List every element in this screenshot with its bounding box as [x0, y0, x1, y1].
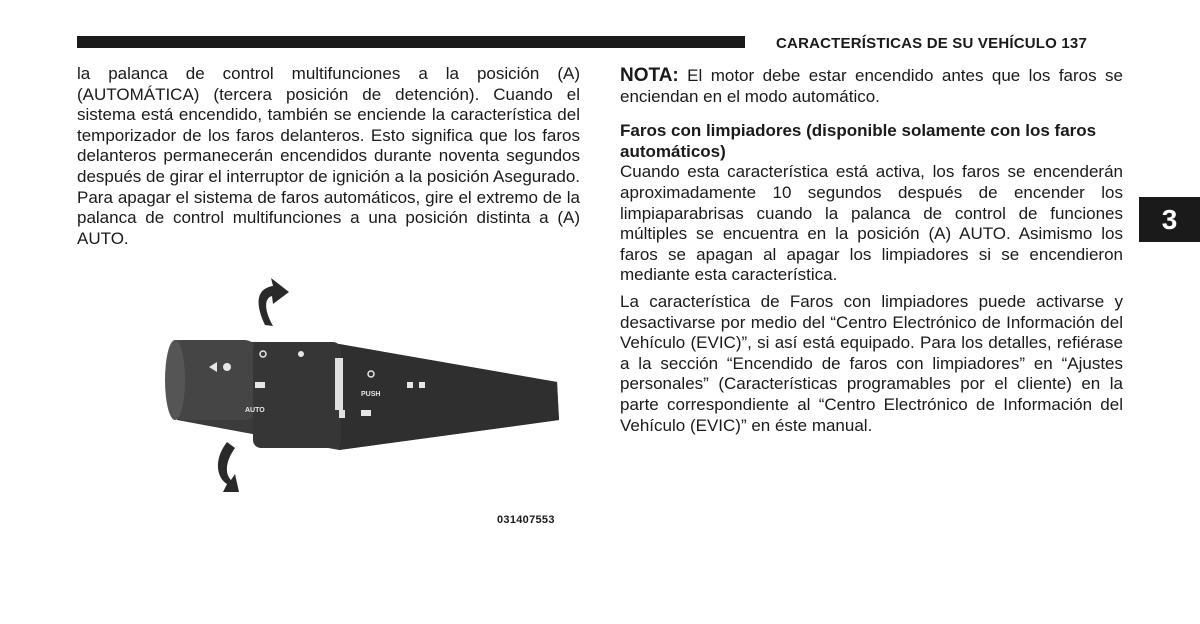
left-column: [77, 64, 580, 249]
lever-illustration: [77, 270, 580, 535]
nota-label: NOTA:: [620, 65, 679, 86]
left-paragraph: la palanca de control multifunciones a la posición (A) (AUTOMÁTICA) (tercera posición de detención). Cuando el sistema está encendido, también se enciende la característica del temporizador de los faros delanteros. Esto significa que los faros delanteros permanecerán encendidos durante noventa segundos después de girar el interruptor de ignición a la posición Asegurado. Para apagar el sistema de faros automáticos, gire el extremo de la palanca de control multifunciones a una posición distinta a (A) AUTO.: [77, 64, 580, 248]
section-subheading: Faros con limpiadores (disponible solamente con los faros automáticos): [620, 121, 1097, 161]
rotate-up-arrow-icon: [259, 278, 289, 326]
page-header-title: CARACTERÍSTICAS DE SU VEHÍCULO 137: [776, 35, 1088, 52]
rotate-down-arrow-icon: [218, 442, 239, 492]
right-column: [620, 66, 1123, 436]
figure-id: 031407553: [497, 514, 555, 526]
push-label: PUSH: [361, 391, 381, 398]
body-paragraph-2: La característica de Faros con limpiadores puede activarse y desactivarse por medio del “Centro Electrónico de Información del Vehículo (EVIC)”, si así está equipado. Para los detalles, refiérase a la sección “Encendido de faros con limpiadores” en “Ajustes personales” (Características programables por el cliente) en la parte correspondiente al “Centro Electrónico de Información del Vehículo (EVIC)” en éste manual.: [620, 291, 1123, 435]
header-rule: [77, 36, 745, 48]
nota-paragraph: [620, 66, 1123, 107]
body-paragraph-1: Cuando esta característica está activa, los faros se encenderán aproximadamente 10 segundos después de encender los limpiaparabrisas cuando la palanca de control de funciones múltiples se encuentra en la posición (A) AUTO. Asimismo los faros se apagan al apagar los limpiadores si se encendieron mediante esta característica.: [620, 162, 1123, 285]
multifunction-lever-figure: [77, 270, 580, 535]
chapter-tab: 3: [1139, 197, 1200, 242]
auto-label: AUTO: [245, 407, 265, 414]
nota-text: El motor debe estar encendido antes que los faros se enciendan en el modo automático.: [620, 66, 1123, 106]
